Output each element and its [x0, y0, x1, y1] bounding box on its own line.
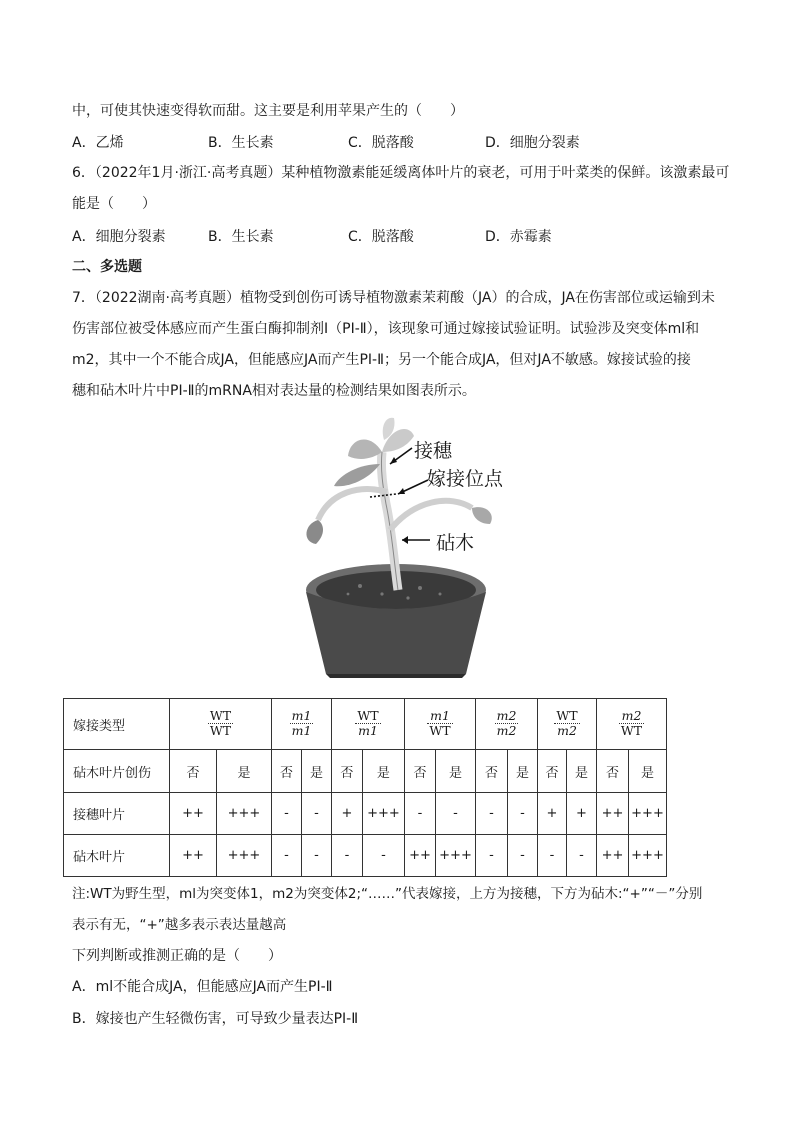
q5-option-c[interactable]: C．脱落酸 [348, 135, 414, 151]
q7-option-b[interactable]: B．嫁接也产生轻微伤害，可导致少量表达PI-Ⅱ [72, 1011, 359, 1027]
table-cell: - [272, 835, 302, 877]
table-cell: 否 [597, 750, 629, 793]
question7-prompt: 下列判断或推测正确的是（ ） [72, 948, 282, 964]
question6-stem-line1: 6．（2022年1月·浙江·高考真题）某种植物激素能延缓离体叶片的衰老，可用于叶菜类的保鲜。该激素最可 [72, 165, 730, 181]
q7-option-a[interactable]: A．ml不能合成JA，但能感应JA而产生PI-Ⅱ [72, 979, 333, 995]
table-cell: ++ [170, 835, 217, 877]
graft-col-m2-m2: $\frac{m2}{m2}$ [476, 699, 538, 750]
row-label-rootstock-leaf: 砧木叶片 [64, 835, 170, 877]
table-cell: +++ [629, 835, 667, 877]
table-cell: 是 [508, 750, 538, 793]
table-cell: - [405, 793, 436, 835]
graft-col-wt-wt: $\frac{WT}{WT}$ [170, 699, 272, 750]
table-cell: 否 [538, 750, 567, 793]
q6-option-c[interactable]: C．脱落酸 [348, 229, 414, 245]
table-row-wound [64, 750, 667, 793]
table-cell: 是 [216, 750, 271, 793]
table-cell: ++ [597, 793, 629, 835]
table-cell: - [302, 793, 332, 835]
table-cell: + [567, 793, 597, 835]
table-cell: ++ [405, 835, 436, 877]
table-cell: - [362, 835, 404, 877]
q5-option-d[interactable]: D．细胞分裂素 [485, 135, 580, 151]
q5-option-b[interactable]: B．生长素 [208, 135, 274, 151]
graft-col-m1-m1: $\frac{m1}{m1}$ [272, 699, 332, 750]
table-cell: +++ [436, 835, 476, 877]
table-cell: +++ [216, 793, 271, 835]
table-cell: +++ [362, 793, 404, 835]
label-graft-point: 嫁接位点 [427, 468, 504, 490]
table-cell: +++ [629, 793, 667, 835]
question5-stem-end: 中，可使其快速变得软而甜。这主要是利用苹果产生的（ ） [72, 103, 464, 119]
table-cell: 否 [332, 750, 363, 793]
table-cell: 是 [567, 750, 597, 793]
label-rootstock: 砧木 [436, 532, 475, 554]
question7-stem-line2: 伤害部位被受体感应而产生蛋白酶抑制剂Ⅰ（PI-Ⅱ），该现象可通过嫁接试验证明。试验涉及突变体ml和 [72, 321, 700, 337]
graft-col-wt-m2: $\frac{WT}{m2}$ [538, 699, 597, 750]
table-cell: 是 [362, 750, 404, 793]
table-cell: 否 [476, 750, 508, 793]
table-cell: 否 [170, 750, 217, 793]
q6-option-d[interactable]: D．赤霉素 [485, 229, 552, 245]
q6-option-b[interactable]: B．生长素 [208, 229, 274, 245]
table-cell: - [508, 793, 538, 835]
table-cell: - [567, 835, 597, 877]
table-row-scion-leaf [64, 793, 667, 835]
section-heading-multiple-choice: 二、多选题 [72, 259, 142, 275]
graft-col-m1-wt: $\frac{m1}{WT}$ [405, 699, 476, 750]
table-row-rootstock-leaf [64, 835, 667, 877]
table-cell: - [302, 835, 332, 877]
table-cell: ++ [170, 793, 217, 835]
table-cell: - [436, 793, 476, 835]
table-cell: +++ [216, 835, 271, 877]
grafted-plant-figure [290, 412, 522, 680]
table-cell: 否 [405, 750, 436, 793]
q5-option-a[interactable]: A．乙烯 [72, 135, 124, 151]
table-cell: 否 [272, 750, 302, 793]
table-cell: 是 [302, 750, 332, 793]
table-cell: 是 [436, 750, 476, 793]
label-scion: 接穗 [414, 440, 453, 462]
table-cell: 是 [629, 750, 667, 793]
table-cell: + [538, 793, 567, 835]
table-cell: + [332, 793, 363, 835]
question7-stem-line1: 7．（2022湖南·高考真题）植物受到创伤可诱导植物激素茉莉酸（JA）的合成，JA在伤害部位或运输到未 [72, 290, 715, 306]
q6-option-a[interactable]: A．细胞分裂素 [72, 229, 166, 245]
table-cell: - [538, 835, 567, 877]
plant-illustration [290, 412, 522, 680]
row-label-scion-leaf: 接穗叶片 [64, 793, 170, 835]
table-cell: - [332, 835, 363, 877]
table-cell: - [508, 835, 538, 877]
table-cell: - [272, 793, 302, 835]
table-note-line2: 表示有无，“+”越多表示表达量越高 [72, 917, 287, 933]
table-cell: - [476, 793, 508, 835]
table-note-line1: 注:WT为野生型，ml为突变体1，m2为突变体2;“……”代表嫁接，上方为接穗，下方为砧木:“+”“－”分别 [72, 886, 703, 902]
table-cell: ++ [597, 835, 629, 877]
row-label-wound: 砧木叶片创伤 [64, 750, 170, 793]
question6-stem-line2: 能是（ ） [72, 196, 156, 212]
question7-stem-line3: m2，其中一个不能合成JA，但能感应JA而产生PI-Ⅱ；另一个能合成JA，但对JA不敏感。嫁接试验的接 [72, 352, 691, 368]
graft-col-wt-m1: $\frac{WT}{m1}$ [332, 699, 405, 750]
table-header-row [64, 699, 667, 750]
question7-stem-line4: 穗和砧木叶片中PI-Ⅱ的mRNA相对表达量的检测结果如图表所示。 [72, 383, 476, 399]
graft-col-m2-wt: $\frac{m2}{WT}$ [597, 699, 667, 750]
header-graft-type: 嫁接类型 [64, 699, 170, 750]
graft-results-table [63, 698, 667, 877]
table-cell: - [476, 835, 508, 877]
